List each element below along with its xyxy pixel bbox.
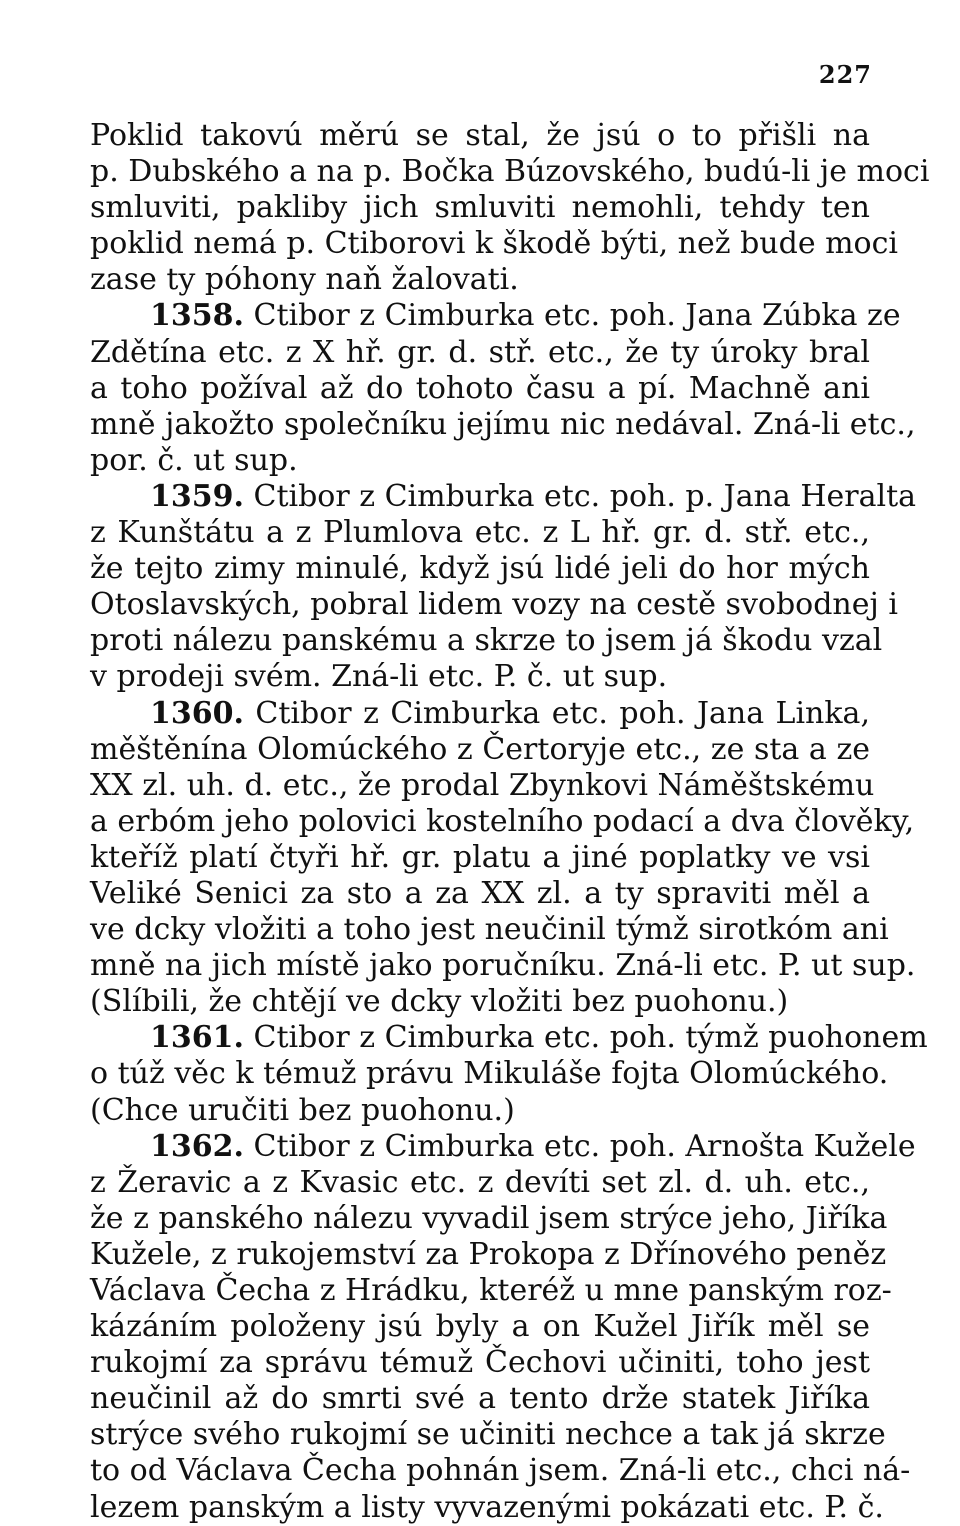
text-line: [90, 984, 870, 1020]
text-line: [90, 767, 875, 804]
text-line: [90, 623, 883, 659]
intro-paragraph: [90, 118, 930, 298]
line-text: (Chce uručiti bez puohonu.): [90, 1092, 515, 1128]
entry-number: 1361.: [150, 1020, 244, 1056]
text-line: [90, 1453, 911, 1489]
line-text: p. Dubského a na p. Bočka Búzovského, budú-li je moci: [90, 154, 930, 190]
text-line: [90, 659, 870, 695]
entry-paragraph: [90, 298, 916, 478]
line-text: Ctibor z Cimburka etc. poh. Jana Linka,: [255, 695, 870, 731]
text-line: [90, 190, 870, 226]
text-line: [90, 587, 898, 623]
text-line: [90, 803, 915, 840]
line-text: o túž věc k témuž právu Mikuláše fojta Olomúckého.: [90, 1056, 889, 1092]
page-number: 227: [818, 60, 872, 89]
text-line: [90, 732, 870, 768]
text-line: [90, 443, 870, 479]
text-line: [90, 1056, 889, 1092]
line-text: mně jakožto společníku jejímu nic nedával. Zná-li etc.,: [90, 406, 916, 442]
line-text: z Kunštátu a z Plumlova etc. z L hř. gr. d. stř. etc.,: [90, 515, 870, 551]
text-line: [90, 840, 870, 876]
line-text: Kužele, z rukojemství za Prokopa z Dřínového peněz: [90, 1236, 887, 1272]
text-line: [90, 1200, 888, 1237]
text-line: [90, 515, 870, 551]
line-text: zase ty póhony naň žalovati.: [90, 262, 519, 298]
line-text: Ctibor z Cimburka etc. poh. Jana Zúbka ze: [253, 298, 901, 334]
line-text: rukojmí za správu témuž Čechovi učiniti, toho jest: [90, 1345, 870, 1381]
line-text: kteříž platí čtyři hř. gr. platu a jiné poplatky ve vsi: [90, 839, 870, 875]
entry-number: 1362.: [150, 1128, 244, 1164]
text-line: [90, 876, 870, 912]
text-line: [90, 371, 870, 407]
entry-paragraph: [90, 1128, 916, 1526]
line-text: strýce svého rukojmí se učiniti nechce a tak já skrze: [90, 1417, 886, 1453]
line-text: Veliké Senici za sto a za XX zl. a ty spraviti měl a: [90, 875, 870, 911]
entry-paragraph: [90, 695, 916, 1021]
line-text: por. č. ut sup.: [90, 442, 298, 478]
line-text: proti nálezu panskému a skrze to jsem já škodu vzal: [90, 623, 883, 659]
entry-number: 1359.: [150, 478, 244, 514]
text-line: [90, 262, 870, 298]
text-line: [90, 118, 870, 154]
line-text: Otoslavských, pobral lidem vozy na cestě svobodnej i: [90, 587, 898, 623]
text-line: [90, 226, 899, 262]
line-text: XX zl. uh. d. etc., že prodal Zbynkovi Náměštskému: [90, 767, 875, 803]
text-line: [90, 406, 916, 443]
text-line: [90, 1381, 870, 1417]
line-text: neučinil až do smrti své a tento drže statek Jiříka: [90, 1381, 870, 1417]
line-text: Ctibor z Cimburka etc. poh. Arnošta Kužele: [253, 1128, 916, 1164]
line-text: mně na jich místě jako poručníku. Zná-li etc. P. ut sup.: [90, 948, 916, 984]
line-text: smluviti, pakliby jich smluviti nemohli, tehdy ten: [90, 190, 870, 226]
text-line: [90, 298, 901, 334]
text-line: [90, 948, 916, 984]
text-line: [90, 551, 870, 587]
line-text: v prodeji svém. Zná-li etc. P. č. ut sup.: [90, 659, 668, 695]
line-text: (Slíbili, že chtějí ve dcky vložiti bez puohonu.): [90, 984, 789, 1020]
line-text: z Žeravic a z Kvasic etc. z devíti set zl. d. uh. etc.,: [90, 1164, 870, 1200]
line-text: a erbóm jeho polovici kostelního podací a dva člověky,: [90, 803, 915, 839]
text-line: [90, 1236, 887, 1273]
text-line: [90, 1165, 870, 1201]
text-line: [90, 1020, 928, 1056]
text-line: [90, 1309, 870, 1345]
body-text: [90, 118, 930, 1526]
line-text: Ctibor z Cimburka etc. poh. p. Jana Heralta: [253, 478, 917, 514]
line-text: poklid nemá p. Ctiborovi k škodě býti, než bude moci: [90, 226, 899, 262]
text-line: [90, 696, 870, 732]
line-text: Poklid takovú měrú se stal, že jsú o to přišli na: [90, 118, 870, 153]
text-line: [90, 1093, 870, 1129]
entry-paragraph: [90, 1020, 928, 1128]
line-text: měštěnína Olomúckého z Čertoryje etc., ze sta a ze: [90, 731, 870, 767]
line-text: ve dcky vložiti a toho jest neučinil týmž sirotkóm ani: [90, 912, 889, 948]
text-line: [90, 154, 930, 190]
line-text: že tejto zimy minulé, když jsú lidé jeli do hor mých: [90, 551, 870, 587]
line-text: Ctibor z Cimburka etc. poh. týmž puohonem: [253, 1020, 928, 1056]
text-line: [90, 1345, 870, 1381]
line-text: kázáním položeny jsú byly a on Kužel Jiřík měl se: [90, 1309, 870, 1345]
text-line: [90, 478, 917, 515]
line-text: a toho požíval až do tohoto času a pí. Machně ani: [90, 370, 870, 406]
line-text: Zdětína etc. z X hř. gr. d. stř. etc., že ty úroky bral: [90, 334, 870, 370]
text-line: [90, 912, 889, 948]
line-text: lezem panským a listy vyvazenými pokázati etc. P. č.: [90, 1489, 884, 1525]
text-line: [90, 335, 870, 371]
line-text: to od Václava Čecha pohnán jsem. Zná-li etc., chci ná-: [90, 1453, 911, 1489]
text-line: [90, 1128, 916, 1165]
line-text: Václava Čecha z Hrádku, kteréž u mne panským roz-: [90, 1273, 892, 1308]
entry-paragraph: [90, 478, 917, 696]
text-line: [90, 1273, 892, 1309]
text-line: [90, 1489, 884, 1526]
line-text: že z panského nálezu vyvadil jsem strýce jeho, Jiříka: [90, 1200, 888, 1236]
entry-number: 1358.: [150, 298, 244, 334]
text-line: [90, 1417, 886, 1453]
entry-number: 1360.: [150, 695, 244, 731]
